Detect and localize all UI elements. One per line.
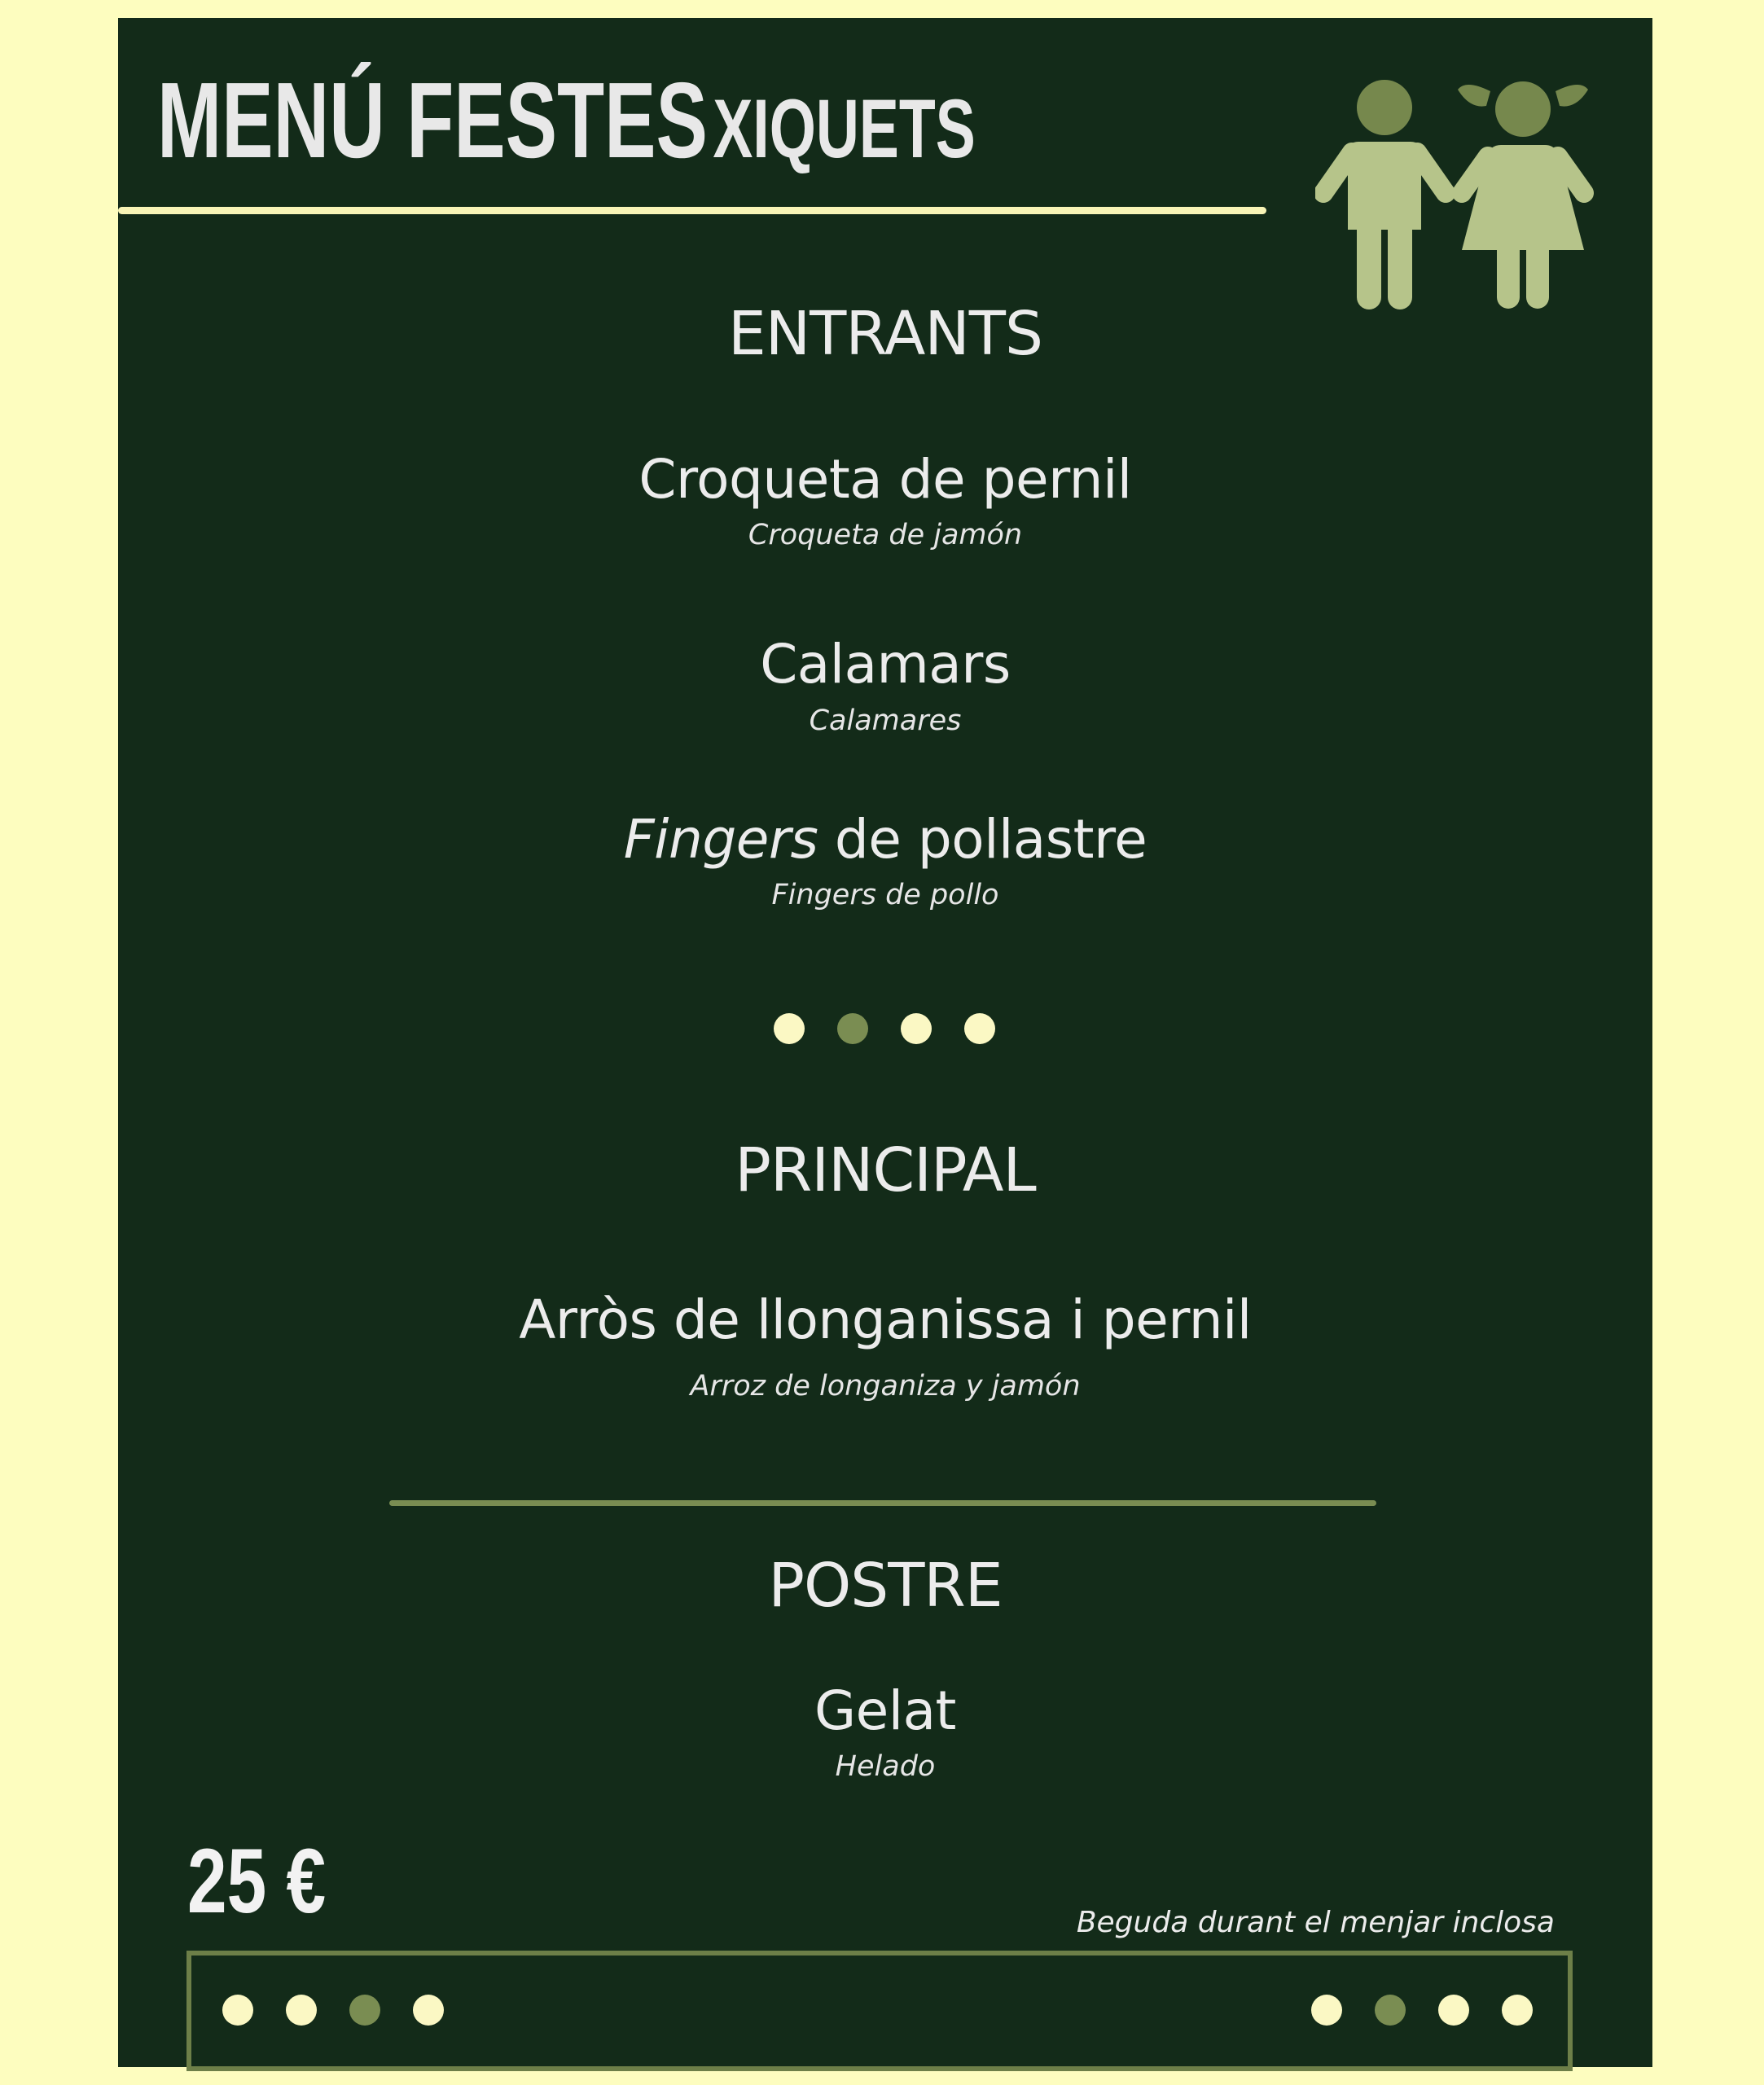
dish-gelat: Gelat xyxy=(814,1679,956,1742)
section-title-entrants: ENTRANTS xyxy=(728,299,1042,369)
footer-frame xyxy=(186,1951,1573,2071)
section-divider xyxy=(389,1500,1376,1506)
dot xyxy=(1311,1995,1342,2026)
dish-fingers-italic: Fingers xyxy=(623,808,818,871)
title-underline xyxy=(118,207,1266,214)
dot xyxy=(901,1013,932,1044)
dish-gelat-translation: Helado xyxy=(835,1750,936,1783)
drink-included-note: Beguda durant el menjar inclosa xyxy=(1076,1906,1555,1939)
dot xyxy=(222,1995,253,2026)
menu-price: 25 € xyxy=(187,1830,327,1932)
dot xyxy=(349,1995,380,2026)
dot xyxy=(837,1013,868,1044)
dish-arros: Arròs de llonganissa i pernil xyxy=(519,1288,1252,1351)
section-title-postre: POSTRE xyxy=(768,1551,1003,1621)
dish-croqueta: Croqueta de pernil xyxy=(638,448,1132,511)
dish-calamars: Calamars xyxy=(760,633,1011,696)
dot xyxy=(286,1995,317,2026)
dish-arros-translation: Arroz de longaniza y jamón xyxy=(690,1370,1081,1402)
dish-fingers-rest: de pollastre xyxy=(818,808,1147,871)
menu-card xyxy=(118,18,1652,2067)
section-title-principal: PRINCIPAL xyxy=(735,1135,1036,1205)
footer-dots-left xyxy=(222,1995,444,2026)
dish-fingers-translation: Fingers de pollo xyxy=(771,879,999,911)
dot xyxy=(1502,1995,1533,2026)
dot xyxy=(1438,1995,1469,2026)
dot xyxy=(964,1013,995,1044)
dot xyxy=(413,1995,444,2026)
dish-fingers xyxy=(118,808,1652,871)
dish-croqueta-translation: Croqueta de jamón xyxy=(748,519,1023,551)
footer-dots-right xyxy=(1311,1995,1533,2026)
separator-dots xyxy=(774,1013,995,1044)
boy-and-girl-icon xyxy=(1315,75,1600,319)
title-sub: XIQUETS xyxy=(713,82,976,175)
dot xyxy=(774,1013,805,1044)
menu-title xyxy=(157,60,976,180)
dish-calamars-translation: Calamares xyxy=(809,705,962,737)
title-main: MENÚ FESTES xyxy=(157,60,708,180)
dot xyxy=(1375,1995,1406,2026)
